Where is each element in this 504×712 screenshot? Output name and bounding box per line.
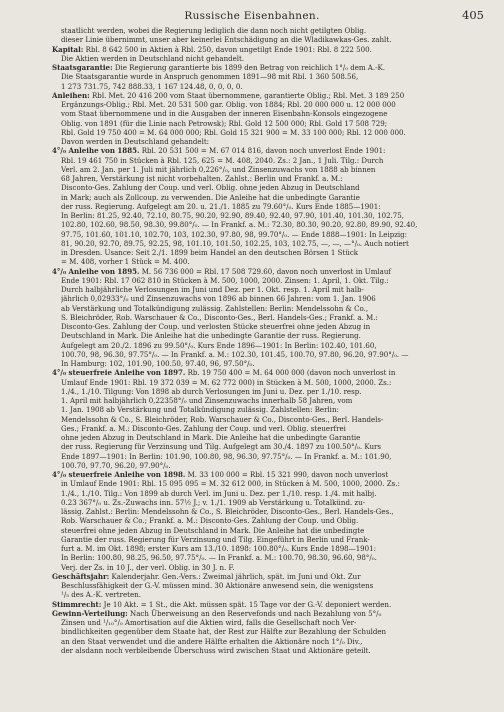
text-line [52, 563, 486, 572]
line-text [61, 563, 486, 572]
line-text [52, 146, 486, 155]
line-text [61, 304, 486, 313]
line-content: 1./4., 1./10. Tilg.: Von 1899 ab durch Verl. im Juni u. Dez. per 1./10. resp. 1./4. mit halbj. [61, 488, 377, 498]
line-content: ab Verstärkung und Totalkündigung zulässig. Zahlstellen: Berlin: Mendelssohn & Co., [61, 303, 369, 313]
page-number: 405 [462, 8, 484, 22]
line-content: Garantie der russ. Regierung für Verzinsung und Tilg. Eingeführt in Berlin und Frank- [61, 534, 370, 544]
line-content: Verj. der Zs. in 10 J., der verl. Oblig. in 30 J. n. F. [61, 562, 235, 572]
line-text [52, 368, 486, 377]
text-line [52, 285, 486, 294]
line-content: in Dresden. Usance: Seit 2./1. 1899 beim Handel an den deutschen Börsen 1 Stück [61, 248, 359, 257]
line-content: 1. Jan. 1908 ab Verstärkung und Totalkündigung zulässig. Zahlstellen: Berlin: [61, 405, 339, 415]
line-text [61, 378, 486, 387]
text-line [52, 91, 486, 100]
text-line [52, 618, 486, 627]
section-heading: 4°/₀ steuerfreie Anleihe von 1898. [52, 470, 186, 479]
line-text [61, 220, 486, 229]
text-line [52, 331, 486, 340]
text-line [52, 128, 486, 137]
text-line [52, 183, 486, 192]
text-line [52, 368, 486, 377]
section-heading: Anleihen: [52, 90, 90, 100]
text-line [52, 146, 486, 155]
line-text [61, 183, 486, 192]
line-text [61, 285, 486, 294]
text-line [52, 230, 486, 239]
line-text [61, 193, 486, 202]
line-content: 100.70, 97.70, 96.20, 97.90°/₀. [61, 460, 171, 470]
line-content: Nach Überweisung an den Reservefonds und nach Bezahlung von 5°/₀ [127, 608, 382, 618]
section-heading: 4°/₀ steuerfreie Anleihe von 1897. [52, 368, 186, 378]
text-line [52, 378, 486, 387]
line-content: der russ. Regierung. Aufgelegt am 20. u. 21./1. 1885 zu 79.60°/₀. Kurs Ende 1885—1901: [61, 201, 381, 211]
line-text [52, 45, 486, 54]
text-line [52, 322, 486, 331]
line-text [61, 498, 486, 507]
line-content: Rob. Warschauer & Co.; Frankf. a. M.: Disconto-Ges. Zahlung der Coup. und Oblig. [61, 516, 359, 526]
line-text [61, 424, 486, 433]
line-content: lässig. Zahlst.: Berlin: Mendelssohn & Co., S. Bleichröder, Disconto-Ges., Berl. Handels-Ges., [61, 507, 394, 516]
line-text [61, 202, 486, 211]
line-content: 97.75, 101.60, 101.10, 102.70, 103, 102.30, 97.80, 98, 99.70°/₀. — Ende 1888—1901: In Leipzig: [61, 229, 408, 239]
text-line [52, 239, 486, 248]
line-text [61, 433, 486, 442]
line-content: Rbl. 8 642 500 in Aktien à Rbl. 250, davon ungetilgt Ende 1901: Rbl. 8 222 500. [83, 44, 372, 54]
text-line [52, 646, 486, 655]
text-line [52, 109, 486, 118]
line-content: Die Staatsgarantie wurde in Anspruch genommen 1891—98 mit Rbl. 1 360 508.56, [61, 72, 359, 82]
line-content: 68 Jahren, Verstärkung ist nicht vorbehalten. Zahlst.: Berlin und Frankf. a. M.: [61, 174, 343, 183]
line-content: Zinsen und ¹/₁₀°/₀ Amortisation auf die Aktien wird, falls die Gesellschaft noch Ver- [61, 618, 357, 627]
line-content: Ende 1897—1901: In Berlin: 101.90, 100.80, 98, 96.30, 97.75°/₀. — In Frankf. a. M.: 101.90, [61, 451, 392, 461]
line-content: ohne jeden Abzug in Deutschland in Mark. Die Anleihe hat die unbedingte Garantie [61, 433, 361, 442]
line-content: S. Bleichröder, Rob. Warschauer & Co., Disconto-Ges., Berl. Handels-Ges.; Frankf. a. M.: [61, 312, 378, 322]
line-text [61, 526, 486, 535]
line-content: Rbl. Met. 20 416 200 vom Staat übernommene, garantierte Oblig.; Rbl. Met. 3 189 250 [89, 90, 405, 100]
line-content: M. 56 736 000 = Rbl. 17 508 729.60, davon noch unverlost in Umlauf [139, 266, 391, 276]
line-text [52, 63, 486, 72]
line-text [61, 165, 486, 174]
line-text [61, 442, 486, 451]
line-text [61, 387, 486, 396]
text-line [52, 220, 486, 229]
text-line [52, 156, 486, 165]
line-text [61, 516, 486, 525]
line-text [61, 294, 486, 303]
line-content: Rb. 19 750 400 = M. 64 000 000 (davon noch unverlost in [185, 368, 396, 378]
section-heading: Geschäftsjahr: [52, 571, 110, 581]
line-text [61, 257, 486, 266]
text-line [52, 294, 486, 303]
line-content: Die Aktien werden in Deutschland nicht gehandelt. [61, 53, 245, 63]
line-text [61, 590, 486, 599]
text-line [52, 442, 486, 451]
line-content: Aufgelegt am 20./2. 1896 zu 99.50°/₀. Kurs Ende 1896—1901: In Berlin: 102.40, 101.60, [61, 340, 377, 350]
line-content: Oblig. von 1891 (für die Linie nach Petrowsk); Rbl. Gold 12 500 000; Rbl. Gold 17 508 729; [61, 118, 388, 128]
line-text [61, 479, 486, 488]
text-line [52, 461, 486, 470]
text-line [52, 600, 486, 609]
text-line [52, 405, 486, 414]
page-header [0, 6, 504, 28]
section-heading: Staatsgarantie: [52, 63, 113, 72]
text-line [52, 627, 486, 636]
line-text [61, 72, 486, 81]
line-text [61, 109, 486, 118]
line-text [61, 535, 486, 544]
line-content: Ende 1901: Rbl. 17 062 810 in Stücken à M. 500, 1000, 2000. Zinsen: 1. April, 1. Okt. Tilg.: [61, 275, 389, 285]
text-line [52, 572, 486, 581]
line-content: Kalenderjahr. Gen.-Vers.: Zweimal jährlich, spät. im Juni und Okt. Zur [109, 571, 361, 581]
line-text [61, 452, 486, 461]
line-content: Disconto-Ges. Zahlung der Coup. und verl. Oblig. ohne jeden Abzug in Deutschland [61, 183, 360, 193]
line-text [52, 572, 486, 581]
line-text [61, 396, 486, 405]
line-text [61, 156, 486, 165]
line-text [61, 405, 486, 414]
text-line [52, 119, 486, 128]
line-content: Je 10 Akt. = 1 St., die Akt. müssen spät. 15 Tage vor der G.-V. deponiert werden. [101, 599, 392, 609]
text-line [52, 507, 486, 516]
line-content: Mendelssohn & Co., S. Bleichröder, Rob. Warschauer & Co., Disconto-Ges., Berl. Handels- [61, 414, 384, 424]
line-content: In Berlin: 81.25, 92.40, 72.10, 80.75, 90.20, 92.90, 89.40, 92.40, 97.90, 101.40, 101.30, 102.75, [61, 211, 404, 220]
line-text [61, 54, 486, 63]
text-line [52, 137, 486, 146]
line-content: 0.23 367°/₀ u. Zs.-Zuwachs inn. 57½ J.; v. 1./1. 1909 ab Verstärkung u. Totalkünd. zu- [61, 497, 366, 507]
line-content: 102.80, 102.60, 98.50, 98.30, 99.80°/₀. — In Frankf. a. M.: 72.30, 80.30, 90.20, 92.80, 89.90, 92.40, [61, 220, 418, 230]
text-line [52, 590, 486, 599]
line-content: furt a. M. im Okt. 1898; erster Kurs am 13./10. 1898: 100.80°/₀. Kurs Ende 1898—1901: [61, 544, 377, 553]
text-line [52, 433, 486, 442]
text-line [52, 100, 486, 109]
line-text [61, 313, 486, 322]
line-text [61, 646, 486, 655]
line-content: Umlauf Ende 1901: Rbl. 19 372 039 = M. 62 772 000) in Stücken à M. 500, 1000, 2000. Zs.: [61, 377, 392, 387]
text-line [52, 174, 486, 183]
line-text [52, 267, 486, 276]
running-title: Russische Eisenbahnen. [184, 10, 320, 22]
text-line [52, 276, 486, 285]
text-line [52, 341, 486, 350]
line-text [61, 174, 486, 183]
text-line [52, 637, 486, 646]
text-line [52, 424, 486, 433]
line-text [52, 609, 486, 618]
line-text [61, 119, 486, 128]
section-heading: Gewinn-Verteilung: [52, 608, 128, 618]
line-content: 1 273 731.75, 742 888.33, 1 167 124.48, 0, 0, 0, 0. [61, 81, 243, 91]
line-content: Deutschland in Mark. Die Anleihe hat die unbedingte Garantie der russ. Regierung. [61, 331, 361, 341]
line-text [61, 341, 486, 350]
line-text [61, 350, 486, 359]
line-content: Rbl. Gold 19 750 400 = M. 64 000 000; Rbl. Gold 15 321 900 = M. 33 100 000; Rbl. 12 000 000. [61, 127, 406, 137]
text-line [52, 257, 486, 266]
line-content: Die Regierung garantierte bis 1899 den Betrag von reichlich 1°/₀ dem A.-K. [112, 63, 386, 72]
line-text [61, 544, 486, 553]
text-line [52, 54, 486, 63]
line-text [61, 211, 486, 220]
line-text [61, 35, 486, 44]
text-line [52, 452, 486, 461]
line-content: Ergänzungs-Oblig.; Rbl. Met. 20 531 500 gar. Oblig. von 1884; Rbl. 20 000 000 u. 12 000 000 [61, 100, 396, 109]
text-line [52, 45, 486, 54]
line-content: dieser Linie übernimmt, unser aber keinerlei Entschädigung an die Wladikawkas-Ges. zahlt. [61, 35, 392, 45]
text-line [52, 553, 486, 562]
line-content: vom Staat übernommene und in die Ausgaben der inneren Eisenbahn-Konsols eingezogene [61, 109, 388, 119]
document-body [52, 26, 486, 655]
line-text [61, 82, 486, 91]
section-heading: 4°/₀ Anleihe von 1895. [52, 266, 140, 276]
text-line [52, 498, 486, 507]
line-text [61, 239, 486, 248]
line-content: jährlich 0,02933°/₀ und Zinsenzuwachs von 1896 ab binnen 66 Jahren: vom 1. Jan. 1906 [61, 294, 376, 304]
text-line [52, 72, 486, 81]
text-line [52, 193, 486, 202]
line-content: = M. 408, vorher 1 Stück = M. 400. [61, 257, 190, 267]
line-text [61, 637, 486, 646]
text-line [52, 165, 486, 174]
line-text [61, 248, 486, 257]
line-text [61, 581, 486, 590]
line-text [61, 415, 486, 424]
line-content: Rbl. 19 461 750 in Stücken à Rbl. 125, 625 = M. 408, 2040. Zs.: 2 Jan., 1 Juli. Tilg.: Durch [61, 155, 384, 165]
text-line [52, 267, 486, 276]
text-line [52, 526, 486, 535]
text-line [52, 535, 486, 544]
line-content: Disconto-Ges. Zahlung der Coup. und verlosten Stücke steuerfrei ohne jeden Abzug in [61, 322, 371, 331]
line-content: In Hamburg: 102, 101.90, 100.50, 97.40, 96, 97.50°/₀. [61, 359, 255, 368]
line-text [61, 137, 486, 146]
text-line [52, 609, 486, 618]
text-line [52, 248, 486, 257]
line-content: Davon werden in Deutschland gehandelt: [61, 137, 210, 146]
line-text [52, 91, 486, 100]
line-content: In Berlin: 100.80, 98.25, 96.50, 97.75°/₀. — In Frankf. a. M.: 100.70, 98.30, 96.60, 98°/₀. [61, 553, 377, 563]
line-text [61, 230, 486, 239]
line-content: steuerfrei ohne jeden Abzug in Deutschland in Mark. Die Anleihe hat die unbedingte [61, 525, 365, 535]
text-line [52, 489, 486, 498]
text-line [52, 63, 486, 72]
line-content: 1. April mit halbjährlich 0,22358°/₀ und Zinsenzuwachs innerhalb 58 Jahren, vom [61, 396, 353, 405]
text-line [52, 544, 486, 553]
line-content: Rbl. 20 531 500 = M. 67 014 816, davon noch unverlost Ende 1901: [139, 146, 386, 156]
line-text [61, 553, 486, 562]
text-line [52, 415, 486, 424]
text-line [52, 516, 486, 525]
line-content: in Mark; auch als Zollcoup. zu verwenden. Die Anleihe hat die unbedingte Garantie [61, 192, 360, 202]
line-content: 100.70, 98, 96.30, 97.75°/₀. — In Frankf. a. M.: 102.30, 101.45, 100.70, 97.80, 96.20, 97.90°/₀. — [61, 349, 409, 359]
section-heading: 4°/₀ Anleihe von 1885. [52, 146, 140, 156]
line-content: bindlichkeiten gegenüber dem Staate hat, der Rest zur Hälfte zur Bezahlung der Schulden [61, 627, 387, 637]
line-text [61, 276, 486, 285]
text-line [52, 202, 486, 211]
line-text [61, 507, 486, 516]
text-line [52, 396, 486, 405]
text-line [52, 581, 486, 590]
line-content: Ges.; Frankf. a. M.: Disconto-Ges. Zahlung der Coup. und verl. Oblig. steuerfrei [61, 423, 346, 433]
line-content: Durch halbjährliche Verlosungen im Juni und Dez. per 1. Okt. resp. 1. April mit halb- [61, 285, 364, 294]
line-text [61, 331, 486, 340]
section-heading: Kapital: [52, 44, 84, 54]
line-content: M. 33 100 000 = Rbl. 15 321 990, davon noch unverlost [185, 470, 389, 479]
line-content: ¹/₅ des A.-K. vertreten. [61, 590, 141, 600]
line-text [52, 470, 486, 479]
text-line [52, 359, 486, 368]
line-content: Beschlussfähigkeit der G.-V. müssen mind. 30 Aktionäre anwesend sein, die wenigstens [61, 581, 374, 590]
text-line [52, 82, 486, 91]
line-content: Verl. am 2. Jan. per 1. Juli mit jährlich 0,226°/₀, und Zinsenzuwachs von 1888 ab binnen [61, 164, 376, 174]
text-line [52, 350, 486, 359]
line-text [61, 359, 486, 368]
line-content: 81, 90.20, 92.70, 89.75, 92.25, 98, 101.10, 101.50, 102.25, 103, 102.75, —, —, —°/₀. Auch notiert [61, 238, 409, 248]
line-content: der russ. Regierung für Verzinsung und Tilg. Aufgelegt am 30./4. 1897 zu 100.50°/₀. Kurs [61, 442, 381, 452]
line-text [61, 322, 486, 331]
line-content: 1./4., 1./10. Tilgung: Von 1898 ab durch Verlosungen im Juni u. Dez. per 1./10. resp. [61, 386, 362, 396]
line-content: der alsdann noch verbleibende Überschuss wird zwischen Staat und Aktionäre geteilt. [61, 645, 371, 655]
line-content: an den Staat verwendet und die andere Hälfte erhalten die Aktionäre noch 1°/₀ Div., [61, 636, 363, 646]
text-line [52, 387, 486, 396]
text-line [52, 313, 486, 322]
line-text [61, 618, 486, 627]
line-text [61, 128, 486, 137]
text-line [52, 479, 486, 488]
line-text [61, 489, 486, 498]
line-text [61, 100, 486, 109]
line-text [61, 461, 486, 470]
line-content: in Umlauf Ende 1901: Rbl. 15 095 095 = M. 32 612 000, in Stücken à M. 500, 1000, 2000. Zs.: [61, 479, 400, 489]
line-content: staatlicht werden, wobei die Regierung lediglich die dann noch nicht getilgten Oblig. [61, 26, 367, 35]
line-text [61, 627, 486, 636]
text-line [52, 35, 486, 44]
line-text [52, 600, 486, 609]
text-line [52, 304, 486, 313]
section-heading: Stimmrecht: [52, 599, 102, 609]
text-line [52, 211, 486, 220]
text-line [52, 470, 486, 479]
